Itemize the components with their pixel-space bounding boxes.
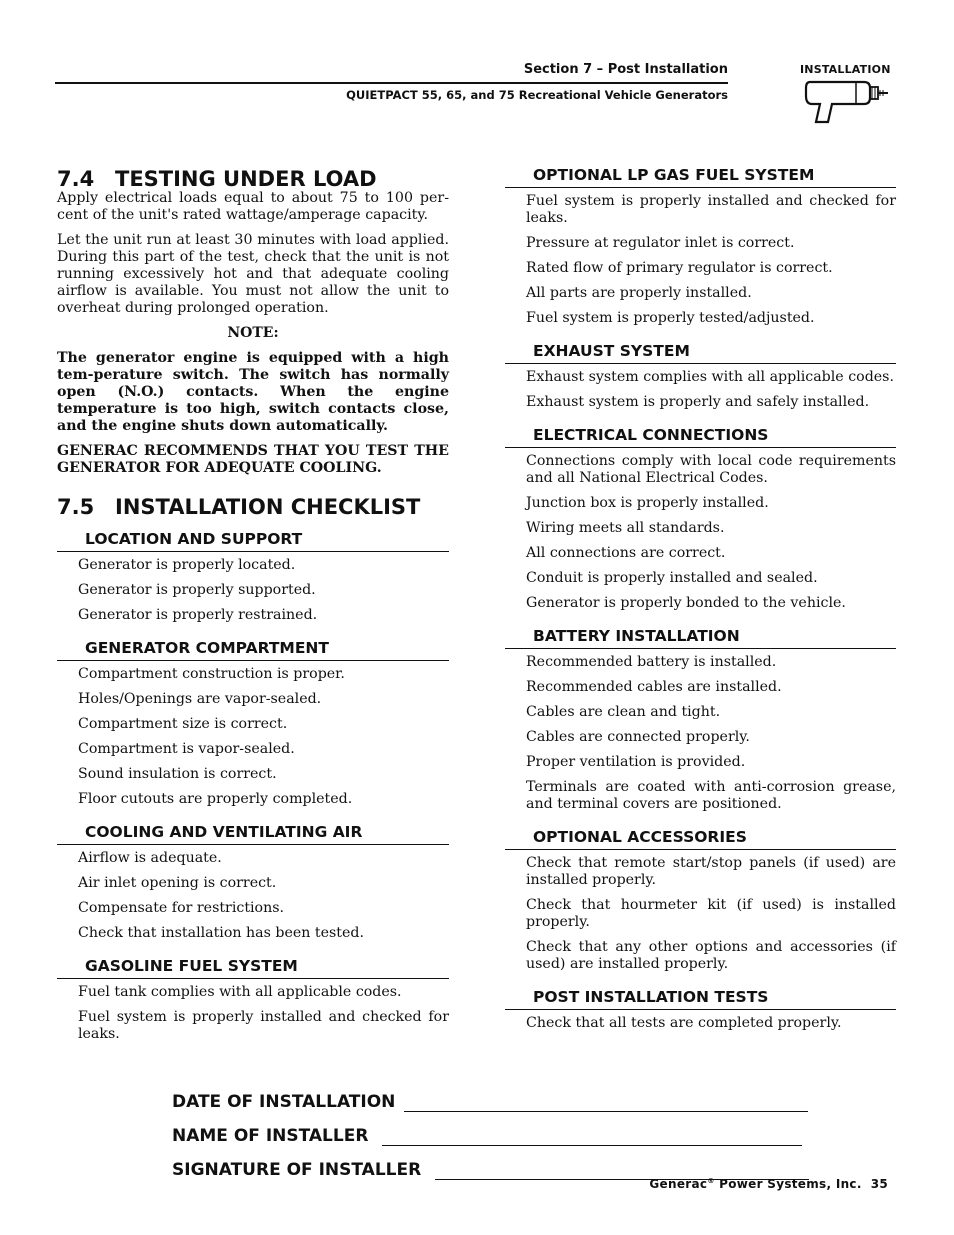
checklist-item: Check that installation has been tested. <box>78 925 365 941</box>
checklist-item: All connections are correct. <box>526 545 726 561</box>
footer-company: Generac <box>649 1177 708 1191</box>
checklist-item: Fuel system is properly installed and checked for leaks. <box>526 193 896 226</box>
checklist-item: Fuel tank complies with all applicable codes. <box>78 984 402 1000</box>
checklist-item: Check that all tests are completed properly. <box>526 1015 842 1031</box>
drill-icon <box>800 76 890 128</box>
checklist-item: Rated flow of primary regulator is correct. <box>526 260 833 276</box>
section-number: 7.4 <box>57 167 95 191</box>
checklist-group-heading: COOLING AND VENTILATING AIR <box>57 822 449 845</box>
checklist-item: Generator is properly supported. <box>78 582 316 598</box>
checklist-group <box>505 425 896 612</box>
checklist-right <box>505 165 896 1032</box>
checklist-group <box>505 626 896 813</box>
checklist-group-heading: GENERATOR COMPARTMENT <box>57 638 449 661</box>
checklist-item: Check that remote start/stop panels (if used) are installed properly. <box>526 855 896 888</box>
header-subtitle: QUIETPACT 55, 65, and 75 Recreational Vehicle Generators <box>346 88 728 102</box>
checklist-group-heading: OPTIONAL ACCESSORIES <box>505 827 896 850</box>
checklist-item: Compartment construction is proper. <box>78 666 345 682</box>
checklist-item: Cables are connected properly. <box>526 729 750 745</box>
checklist-item: Compensate for restrictions. <box>78 900 285 916</box>
checklist-item: Exhaust system complies with all applicable codes. <box>526 369 894 385</box>
checklist-item: All parts are properly installed. <box>526 285 752 301</box>
footer <box>649 1177 888 1191</box>
installation-record-form <box>172 1078 809 1180</box>
checklist-item: Terminals are coated with anti-corrosion grease, and terminal covers are positioned. <box>526 779 896 812</box>
note-text: The generator engine is equipped with a high tem-perature switch. The switch has normally open (N.O.) contacts. When the engine temperature is too high, switch contacts close, and the engine shuts down automatically. <box>57 350 449 434</box>
checklist-items <box>57 850 449 942</box>
checklist-items <box>57 557 449 624</box>
checklist-item: Generator is properly bonded to the vehicle. <box>526 595 846 611</box>
left-column <box>57 165 449 1057</box>
name-row <box>172 1112 809 1146</box>
section-7-4-heading <box>57 165 449 193</box>
checklist-item: Air inlet opening is correct. <box>78 875 277 891</box>
installation-badge-label: INSTALLATION <box>800 63 891 76</box>
header-section-title: Section 7 – Post Installation <box>523 62 728 77</box>
checklist-items <box>505 193 896 327</box>
checklist-group-heading: LOCATION AND SUPPORT <box>57 529 449 552</box>
checklist-item: Recommended cables are installed. <box>526 679 782 695</box>
checklist-group <box>505 987 896 1032</box>
section-title: INSTALLATION CHECKLIST <box>115 495 421 519</box>
checklist-item: Generator is properly restrained. <box>78 607 318 623</box>
checklist-item: Compartment is vapor-sealed. <box>78 741 295 757</box>
checklist-items <box>505 453 896 612</box>
checklist-left <box>57 529 449 1043</box>
checklist-group-heading: ELECTRICAL CONNECTIONS <box>505 425 896 448</box>
checklist-item: Generator is properly located. <box>78 557 296 573</box>
checklist-item: Compartment size is correct. <box>78 716 288 732</box>
checklist-item: Connections comply with local code requirements and all National Electrical Codes. <box>526 453 896 486</box>
checklist-item: Proper ventilation is provided. <box>526 754 746 770</box>
checklist-group <box>505 341 896 411</box>
checklist-item: Pressure at regulator inlet is correct. <box>526 235 795 251</box>
name-of-installer-field[interactable] <box>382 1129 802 1146</box>
checklist-items <box>505 654 896 813</box>
checklist-item: Airflow is adequate. <box>78 850 222 866</box>
section-number: 7.5 <box>57 495 95 519</box>
date-of-installation-label: DATE OF INSTALLATION <box>172 1092 396 1112</box>
right-column <box>505 165 896 1046</box>
checklist-item: Conduit is properly installed and sealed. <box>526 570 818 586</box>
checklist-item: Sound insulation is correct. <box>78 766 277 782</box>
recommend-text: GENERAC RECOMMENDS THAT YOU TEST THE GENERATOR FOR ADEQUATE COOLING. <box>57 443 449 476</box>
checklist-group <box>57 956 449 1043</box>
checklist-items <box>505 855 896 973</box>
checklist-items <box>57 666 449 808</box>
section-7-5-heading <box>57 493 449 521</box>
name-of-installer-label: NAME OF INSTALLER <box>172 1126 369 1146</box>
checklist-items <box>57 984 449 1043</box>
footer-company-rest: Power Systems, Inc. <box>714 1177 862 1191</box>
checklist-group-heading: OPTIONAL LP GAS FUEL SYSTEM <box>505 165 896 188</box>
date-of-installation-field[interactable] <box>404 1095 808 1112</box>
checklist-item: Fuel system is properly installed and checked for leaks. <box>78 1009 449 1042</box>
checklist-group <box>57 638 449 808</box>
checklist-item: Wiring meets all standards. <box>526 520 725 536</box>
section-title: TESTING UNDER LOAD <box>115 167 377 191</box>
checklist-item: Check that hourmeter kit (if used) is installed properly. <box>526 897 896 930</box>
checklist-group-heading: BATTERY INSTALLATION <box>505 626 896 649</box>
checklist-item: Holes/Openings are vapor-sealed. <box>78 691 322 707</box>
checklist-group <box>57 822 449 942</box>
checklist-group-heading: EXHAUST SYSTEM <box>505 341 896 364</box>
checklist-item: Fuel system is properly tested/adjusted. <box>526 310 815 326</box>
checklist-item: Cables are clean and tight. <box>526 704 721 720</box>
checklist-item: Exhaust system is properly and safely installed. <box>526 394 870 410</box>
note-label: NOTE: <box>227 325 279 341</box>
signature-of-installer-label: SIGNATURE OF INSTALLER <box>172 1160 422 1180</box>
signature-row <box>172 1146 809 1180</box>
header-rule <box>55 82 728 84</box>
paragraph-apply-loads: Apply electrical loads equal to about 75 to 100 per-cent of the unit's rated wattage/amperage capacity. <box>57 190 449 223</box>
registered-mark: ® <box>707 1177 715 1185</box>
checklist-item: Junction box is properly installed. <box>526 495 769 511</box>
checklist-items <box>505 1015 896 1032</box>
checklist-group-heading: GASOLINE FUEL SYSTEM <box>57 956 449 979</box>
page-number: 35 <box>870 1177 888 1191</box>
checklist-group <box>505 827 896 973</box>
checklist-item: Check that any other options and accessories (if used) are installed properly. <box>526 939 896 972</box>
checklist-item: Recommended battery is installed. <box>526 654 777 670</box>
checklist-group <box>505 165 896 327</box>
checklist-item: Floor cutouts are properly completed. <box>78 791 353 807</box>
checklist-items <box>505 369 896 411</box>
checklist-group-heading: POST INSTALLATION TESTS <box>505 987 896 1010</box>
paragraph-run-unit: Let the unit run at least 30 minutes with load applied. During this part of the test, check that the unit is not running excessively hot and that adequate cooling airflow is available. You must not allow the unit to overheat during prolonged operation. <box>57 232 449 316</box>
date-row <box>172 1078 809 1112</box>
checklist-group <box>57 529 449 624</box>
